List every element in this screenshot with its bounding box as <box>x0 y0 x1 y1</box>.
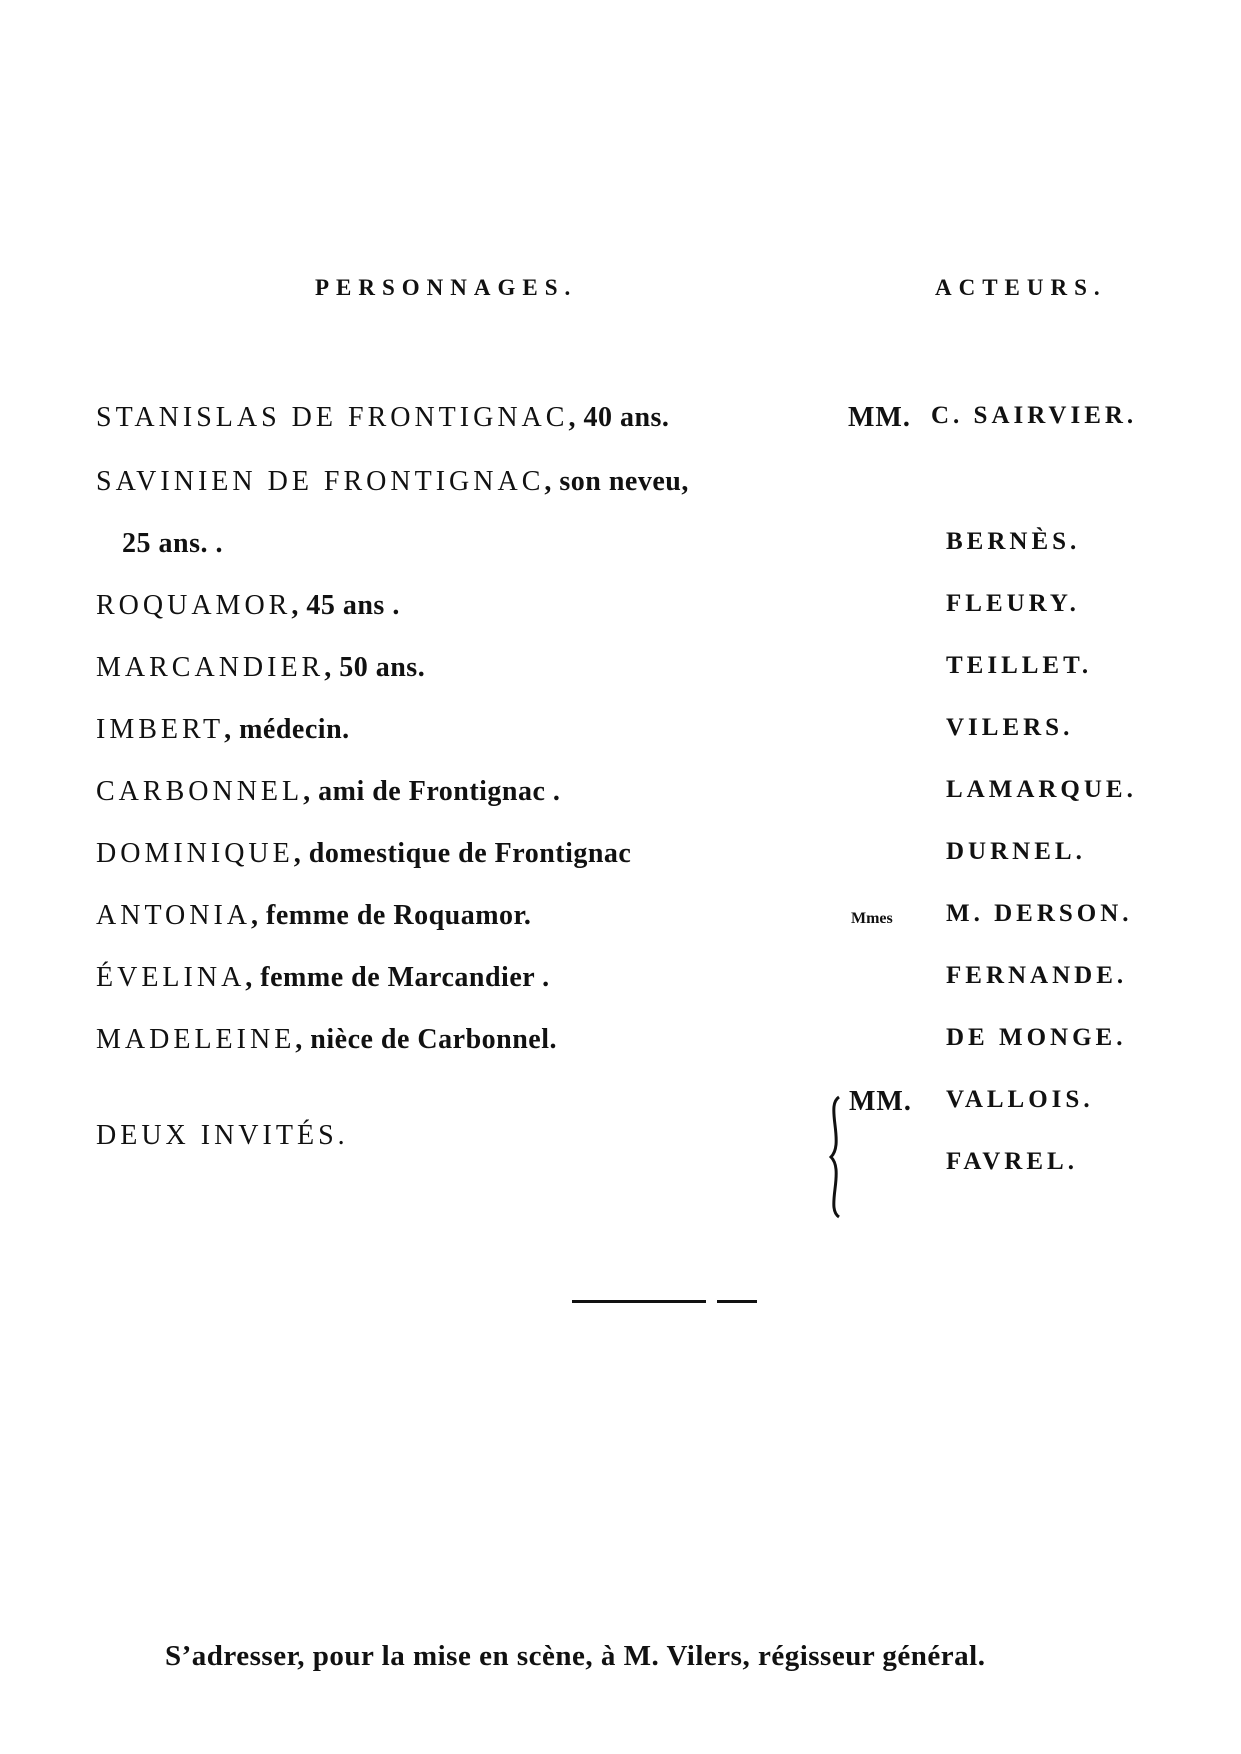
actor-name: VILERS. <box>946 714 1074 741</box>
character-description: , femme de Marcandier . <box>245 962 550 993</box>
character-name: SAVINIEN DE FRONTIGNAC <box>96 466 545 497</box>
character-description: , 40 ans. <box>568 402 670 433</box>
character-name: DOMINIQUE <box>96 838 294 869</box>
acteurs-header: ACTEURS. <box>935 275 1107 300</box>
cast-row <box>96 466 1176 506</box>
character-name: MARCANDIER <box>96 652 325 683</box>
cast-row <box>96 962 1176 1002</box>
cast-row <box>96 402 1176 442</box>
character-name: ANTONIA <box>96 900 252 931</box>
character-name: ROQUAMOR <box>96 590 292 621</box>
cast-row <box>96 900 1176 940</box>
actor-name: FLEURY. <box>946 590 1080 617</box>
actor-name: TEILLET. <box>946 652 1093 679</box>
cast-row <box>96 1024 1176 1064</box>
cast-row <box>96 528 1176 568</box>
cast-row <box>96 776 1176 816</box>
character-description: , médecin. <box>224 714 350 745</box>
actor-name: DE MONGE. <box>946 1024 1127 1051</box>
character-description: , son neveu, <box>544 466 689 497</box>
cast-row <box>96 838 1176 878</box>
personnages-header: PERSONNAGES. <box>315 275 578 300</box>
character-description: , nièce de Carbonnel. <box>295 1024 558 1055</box>
actor-name: FAVREL. <box>946 1148 1078 1175</box>
actor-name: LAMARQUE. <box>946 776 1137 803</box>
actor-name: BERNÈS. <box>946 528 1081 555</box>
character-name: STANISLAS DE FRONTIGNAC <box>96 402 569 433</box>
invites-actor-row <box>96 1086 1176 1126</box>
character-description: 25 ans. . <box>122 528 223 559</box>
actor-title: MM. <box>848 402 911 433</box>
section-divider <box>572 1300 706 1303</box>
character-name: IMBERT <box>96 714 225 745</box>
invites-actor-row <box>96 1148 1176 1188</box>
cast-row <box>96 714 1176 754</box>
character-description: , femme de Roquamor. <box>251 900 532 931</box>
section-divider <box>717 1300 757 1303</box>
staging-note: S’adresser, pour la mise en scène, à M. Vilers, régisseur général. <box>165 1640 986 1672</box>
actor-name: C. SAIRVIER. <box>931 402 1138 429</box>
actor-name: DURNEL. <box>946 838 1086 865</box>
cast-row <box>96 590 1176 630</box>
character-name: ÉVELINA <box>96 962 246 993</box>
character-name: MADELEINE <box>96 1024 296 1055</box>
character-name: CARBONNEL <box>96 776 304 807</box>
character-description: , ami de Frontignac . <box>303 776 561 807</box>
character-description: , domestique de Frontignac <box>293 838 632 869</box>
actor-name: M. DERSON. <box>946 900 1133 927</box>
curly-brace <box>827 1095 849 1219</box>
character-description: , 50 ans. <box>324 652 426 683</box>
character-description: , 45 ans . <box>291 590 400 621</box>
actor-title: MM. <box>849 1086 912 1117</box>
actor-name: VALLOIS. <box>946 1086 1094 1113</box>
actor-title: Mmes <box>851 910 893 927</box>
cast-row <box>96 652 1176 692</box>
actor-name: FERNANDE. <box>946 962 1128 989</box>
character-name: DEUX INVITÉS. <box>96 1120 349 1151</box>
